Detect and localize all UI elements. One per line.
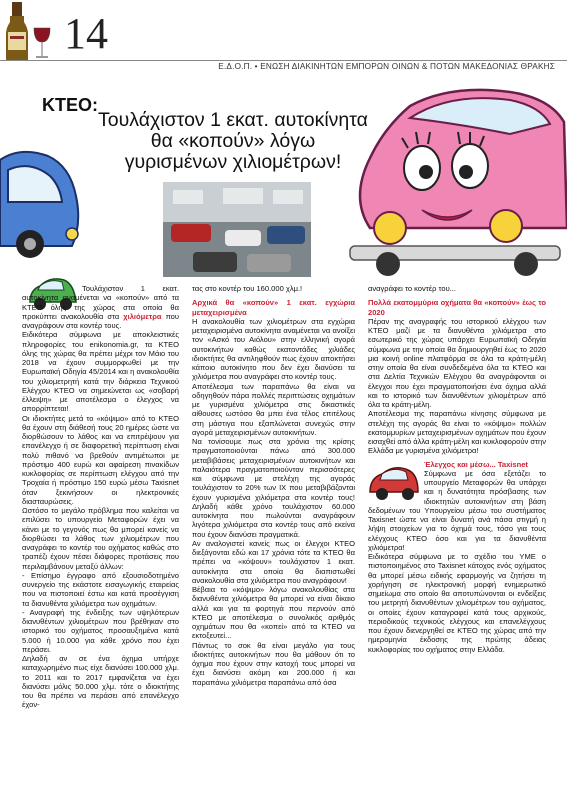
article-column-3: [368, 284, 546, 654]
subheading: Πολλά εκατομμύρια οχήματα θα «κοπούν» έως το 2020: [368, 298, 546, 317]
paragraph: Η ανακολουθία των χιλιομέτρων στα εγχώρια μεταχειρισμένα αυτοκίνητα αναμένεται να ανοίξει τον «Ασκό του Αιόλου» στην ελληνική αγορά αυτοκινήτων καθώς εκατοντάδες χιλιάδες ιδιοκτήτες θα αντιληφθούν πως έχουν αποκτήσει κάποιο αυτοκίνητο που δεν έχει διανύσει τα χιλιόμετρα που αναγράφει στο κοντέρ τους.: [192, 316, 355, 382]
article-headline: Τουλάχιστον 1 εκατ. αυτοκίνητα θα «κοπούν» λόγω γυρισμένων χιλιομέτρων!: [98, 109, 368, 173]
taxisnet-section: [368, 460, 546, 553]
paragraph: [22, 284, 179, 330]
blue-cartoon-car-illustration: [0, 140, 90, 260]
article-kicker: ΚΤΕΟ:: [42, 95, 98, 115]
intro-text-end: που αναγράφουν στα κοντέρ τους.: [22, 311, 179, 330]
paragraph: Δηλαδή αν σε ένα όχημα υπήρχε καταχωρημένο πως είχε διανύσει 100.000 χλμ. το 2011 και το 2017 εμφανίζεται να έχει διανύσει μόλις 50.000 χλμ. τότε ο ιδιοκτήτης του θα πρέπει να περάσει από επανέλεγχο έχον-: [22, 654, 179, 710]
paragraph: Αν αναλογιστεί κανείς πως οι έλεγχοι ΚΤΕΟ διεξάγονται εδώ και 17 χρόνια τότε τα ΚΤΕΟ θα πρέπει να «κόψουν» τουλάχιστον 1 εκατ. αυτοκίνητα στα οποία θα διαπιστωθεί ανακολουθία στα χιλιόμετρα που αναγράφουν!: [192, 538, 355, 585]
publication-header: Ε.Δ.Ο.Π. • ΕΝΩΣΗ ΔΙΑΚΙΝΗΤΩΝ ΕΜΠΟΡΩΝ ΟΙΝΩΝ & ΠΟΤΩΝ ΜΑΚΕΔΟΝΙΑΣ ΘΡΑΚΗΣ: [218, 62, 555, 71]
paragraph: Αποτέλεσμα της παραπάνω κίνησης σύμφωνα με στελέχη της αγοράς θα είναι το «κόψιμο» πολλών εκατομμυρίων μεταχειρισμένων οχημάτων που έχουν εισαχθεί από άλλα κράτη-μέλη και κυκλοφορούν στην Ελλάδα με γυρισμένα χιλιόμετρα!: [368, 409, 546, 456]
article-column-2: [192, 284, 355, 687]
paragraph: Πάντως το σοκ θα είναι μεγάλο για τους ιδιοκτήτες αυτοκινήτων που θα μάθουν ότι το όχημα που έχουν στην κατοχή τους μπορεί να έχει διανύσει ακόμη και 200.000 ή και παραπάνω χιλιόμετρα παραπάνω από όσα: [192, 640, 355, 687]
paragraph: Βέβαια το «κόψιμο» λόγω ανακολουθίας στα διανυθέντα χιλιόμετρα θα μπορεί να είναι δίκαιο αλλά και για τα φορτηγά που περνούν από ΚΤΕΟ με αποτέλεσμα ο συνολικός αριθμός οχημάτων που θα «κοπεί» από τα ΚΤΕΟ να εκτοξευτεί...: [192, 585, 355, 641]
paragraph: Να τονίσουμε πως στα χρόνια της κρίσης πραγματοποιούνται πάνω από 300.000 μεταβιβάσεις μεταχειρισμένων αυτοκινήτων και παλαιότερα πραγματοποιούνταν περισσότερες και σύμφωνα με στελέχη της αγοράς τουλάχιστον το 20% των ΙΧ που μεταβιβάζονται έχουν γυρισμένα χιλιόμετρα στα κοντέρ τους! Δηλαδή κάθε χρόνο τουλάχιστον 60.000 αυτοκίνητα που πωλούνται αναγράφουν λιγότερα χιλιόμετρα στα κοντέρ τους από εκείνα που έχουν διανύσει πραγματικά.: [192, 437, 355, 539]
paragraph: Ωστόσο το μεγάλο πρόβλημα που καλείται να επιλύσει το υπουργείο Μεταφορών έχει να κάνει με το γεγονός πως θα μπορεί κανείς να διορθώσει τα λάθος των χιλιομέτρων που αναγράφει το κοντέρ του οχήματος καθώς στο τραπέζι έχουν πέσει διάφορες προτάσεις που περιλαμβάνουν μεταξύ άλλων:: [22, 506, 179, 571]
paragraph: Οι ιδιοκτήτες μετά το «κόψιμο» από το ΚΤΕΟ θα έχουν στη διάθεσή τους 20 ημέρες ώστε να διορθώσουν το λάθος και να επιτρέψουν για επανέλεγχο ή σε διαφορετική περίπτωση είναι πολύ πιθανό να βρεθούν αντιμέτωποι με πρόστιμο 400 ευρώ και αφαίρεση πινακίδων κυκλοφορίας σε περίπτωση ελέγχου από την Τροχαία ή πρόστιμο 150 ευρώ μέσω Taxisnet όταν ξεκινήσουν οι ηλεκτρονικές διασταυρώσεις.: [22, 413, 179, 506]
inspection-station-photo: [163, 182, 311, 277]
paragraph: τας στο κοντέρ του 160.000 χλμ.!: [192, 284, 303, 293]
pink-cartoon-car-illustration: [330, 78, 567, 278]
paragraph: Ειδικότερα σύμφωνα με το σχέδιο του ΥΜΕ ο πιστοποιημένος στο Taxisnet κάτοχος ενός οχήματος θα μπορεί μέσω ειδικής εφαρμογής να ζητήσει τη χορήγηση σε ηλεκτρονική μορφή ενημερωτικό σημείωμα στο οποίο θα αποτυπώνονται οι ενδείξεις του μετρητή διανυθέντων χιλιομέτρων του οχήματος, οι οποίες έχουν καταγραφεί κατά τους αρχικούς, περιοδικούς τεχνικούς ελέγχους και επανελέγχους που έχουν διενεργηθεί σε ΚΤΕΟ της χώρας από την ημερομηνία έκδοσης της πρώτης άδειας κυκλοφορίας του οχήματος στην Ελλάδα.: [368, 552, 546, 654]
paragraph: Πέραν της αναγραφής του ιστορικού ελέγχου των ΚΤΕΟ μαζί με τα διανυθέντα χιλιόμετρα στο εσωτερικό της χώρας υπάρχει Ευρωπαϊκή Οδηγία σύμφωνα με την οποία θα δημιουργηθεί έως το 2020 μια κοινή online πλατφόρμα σε όλα τα κράτη-μέλη στην οποία θα είναι συνδεδεμένα όλα τα ΚΤΕΟ και στα Δελτία Τεχνικών Ελέγχου θα αναγράφονται οι έλεγχοι που έχει πραγματοποιήσει ένα όχημα αλλά και το ιστορικό των διανυθέντων χιλιομέτρων από όλα τα κράτη-μέλη.: [368, 316, 546, 409]
intro-text: Τουλάχιστον 1 εκατ. αυτοκίνητα αναμένεται να «κοπούν» από τα ΚΤΕΟ όλης της χώρας στα οποία θα προκύπτει ανακολουθία στα: [22, 284, 179, 321]
paragraph: Αποτέλεσμα των παραπάνω θα είναι να οδηγηθούν πάρα πολλές περιπτώσεις οχημάτων με γυρισμένα χιλιόμετρα στις δικαστικές αίθουσες ωστόσο θα μπει ένα τέλος επιτέλους στη μάστιγα που εξαπλώνεται συνεχώς στην αγορά μεταχειρισμένων αυτοκινήτων.: [192, 381, 355, 437]
subheading: Αρχικά θα «κοπούν» 1 εκατ. εγχώρια μεταχειρισμένα: [192, 298, 355, 317]
subheading-brand: Taxisnet: [497, 459, 528, 469]
page-header: [0, 0, 567, 82]
wine-bottle-icon: [6, 2, 52, 62]
highlight-text: χιλιόμετρα: [123, 311, 162, 321]
paragraph: Σύμφωνα με όσα εξετάζει το υπουργείο Μεταφορών θα υπάρχει και η δυνατότητα πρόσβασης των ιδιοκτητών αυτοκινήτων στη βάση δεδομένων του Υπουργείου μέσω του συστήματος Taxisnet ώστε να είναι δυνατή ανά πάσα στιγμή η λήψη στοιχείων για το όχημά τους, τόσο για τους ελέγχους ΚΤΕΟ όσο και για τα διανυθέντα χιλιόμετρα!: [368, 468, 546, 552]
paragraph: αναγράφει το κοντέρ του...: [368, 284, 457, 293]
paragraph: - Αναγραφή της ένδειξης των υψηλότερων διανυθέντων χιλιομέτρων που βρέθηκαν στο ιστορικό του οχήματος προσαυξημένα κατά 5.000 ή 10.000 για κάθε χρόνο που έχει περάσει.: [22, 607, 179, 654]
article-column-1: [22, 284, 179, 710]
paragraph: Ειδικότερα σύμφωνα με αποκλειστικές πληροφορίες του enikonomia.gr, τα ΚΤΕΟ όλης της χώρας θα πρέπει μέχρι τον Μάιο του 2018 να έχουν συμμορφωθεί με την Ευρωπαϊκή Οδηγία 45/2014 και η ανακολουθία του χιλιομετρητή κατά την διάρκεια Τεχνικού Ελέγχου ΚΤΕΟ να σημειώνεται ως «σοβαρή έλλειψη» με αποτέλεσμα ο έλεγχος να απορρίπτεται!: [22, 330, 179, 414]
header-divider: [0, 60, 567, 61]
subheading-text: Έλεγχος και μέσω...: [424, 459, 498, 469]
page-number: 14: [64, 9, 108, 58]
paragraph: - Επίσημο έγγραφο από εξουσιοδοτημένο συνεργείο της εκάστοτε εισαγωγικής εταιρείας που να πιστοποιεί έστω και κατά προσέγγιση τα διανυθέντα χιλιόμετρα των οχημάτων.: [22, 570, 179, 608]
red-cartoon-car-icon: [368, 460, 420, 504]
